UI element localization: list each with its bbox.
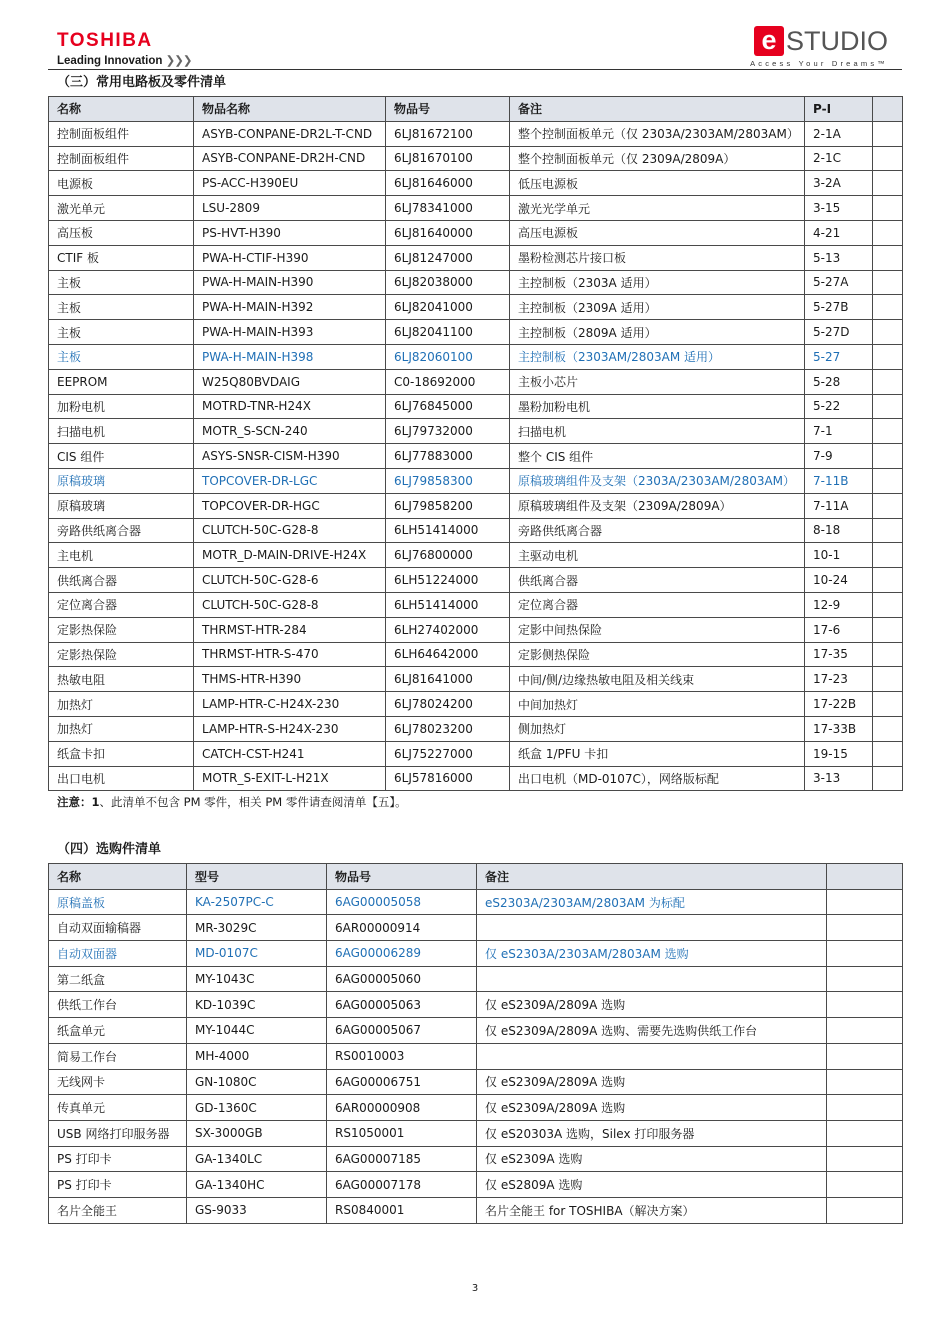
column-header: 备注 [510,97,805,122]
table-row [49,889,903,915]
table-cell: THMS-HTR-H390 [194,667,386,692]
table-cell: PWA-H-MAIN-H390 [194,270,386,295]
table-cell: 6LJ78341000 [386,196,510,221]
table-cell: 侧加热灯 [510,716,805,741]
table-cell: 6LJ82038000 [386,270,510,295]
table-cell: RS0840001 [327,1197,477,1223]
table-cell: GA-1340HC [187,1172,327,1198]
table-cell: THRMST-HTR-S-470 [194,642,386,667]
table-cell: 控制面板组件 [49,146,194,171]
table-cell: 旁路供纸离合器 [49,518,194,543]
table-cell: 17-33B [805,716,873,741]
table-cell [827,992,903,1018]
table-cell: 原稿玻璃组件及支架（2309A/2809A） [510,493,805,518]
table-cell: 6AR00000908 [327,1095,477,1121]
table-cell: TOPCOVER-DR-HGC [194,493,386,518]
table-cell: 19-15 [805,741,873,766]
table-cell: 3-15 [805,196,873,221]
table-cell: 供纸离合器 [49,568,194,593]
table-cell: MOTR_S-EXIT-L-H21X [194,766,386,791]
table-cell: GD-1360C [187,1095,327,1121]
table-row [49,1018,903,1044]
note-label: 注意：1 [57,795,100,809]
table-cell: 7-9 [805,444,873,469]
column-header [827,864,903,890]
table-cell: PWA-H-MAIN-H392 [194,295,386,320]
table-cell: 主板 [49,344,194,369]
table-cell: 供纸离合器 [510,568,805,593]
table-cell: MR-3029C [187,915,327,941]
table-cell: GA-1340LC [187,1146,327,1172]
table-cell: 自动双面器 [49,941,187,967]
table-cell: 4-21 [805,220,873,245]
table-cell: 5-27B [805,295,873,320]
parts-note [57,794,407,810]
table-cell: 6LJ79858200 [386,493,510,518]
table-cell: 热敏电阻 [49,667,194,692]
estudio-slogan: Access Your Dreams™ [750,59,888,68]
table-row [49,741,903,766]
table-cell: MOTR_S-SCN-240 [194,419,386,444]
table-cell: 6LJ81672100 [386,121,510,146]
table-cell: 7-11A [805,493,873,518]
table-cell: 6AG00005063 [327,992,477,1018]
table-cell: 主电机 [49,543,194,568]
table-cell: PWA-H-CTIF-H390 [194,245,386,270]
table-cell: PWA-H-MAIN-H393 [194,320,386,345]
table-cell: 低压电源板 [510,171,805,196]
options-table [48,863,903,1224]
table-cell: 仅 eS2303A/2303AM/2803AM 选购 [477,941,827,967]
table-cell: 仅 eS2309A/2809A 选购、需要先选购供纸工作台 [477,1018,827,1044]
table-cell: 旁路供纸离合器 [510,518,805,543]
table-cell [873,344,903,369]
table-row [49,915,903,941]
table-cell: W25Q80BVDAIG [194,369,386,394]
table-cell: 传真单元 [49,1095,187,1121]
table-row [49,493,903,518]
table-cell: 扫描电机 [510,419,805,444]
table-cell: 6AR00000914 [327,915,477,941]
table-cell: 原稿玻璃 [49,468,194,493]
table-cell: LAMP-HTR-C-H24X-230 [194,692,386,717]
table-cell: 6AG00005067 [327,1018,477,1044]
table-cell [827,1043,903,1069]
table-cell: 加粉电机 [49,394,194,419]
table-cell [873,220,903,245]
table-row [49,642,903,667]
table-cell [827,1069,903,1095]
table-cell: 中间/侧/边缘热敏电阻及相关线束 [510,667,805,692]
tagline-text: Leading Innovation [57,55,163,67]
table-cell: 3-13 [805,766,873,791]
table-cell: 名片全能王 [49,1197,187,1223]
table-cell: 6LJ81646000 [386,171,510,196]
table-row [49,543,903,568]
table-cell [873,369,903,394]
table-cell: 自动双面输稿器 [49,915,187,941]
table-cell: SX-3000GB [187,1120,327,1146]
table-cell: MY-1044C [187,1018,327,1044]
estudio-wordmark [750,24,888,58]
table-cell: 5-27 [805,344,873,369]
table-cell: 仅 eS2309A/2809A 选购 [477,1069,827,1095]
table-cell: CLUTCH-50C-G28-6 [194,568,386,593]
table-cell [873,568,903,593]
table-cell: 6LJ57816000 [386,766,510,791]
table-cell: 出口电机（MD-0107C），网络版标配 [510,766,805,791]
table-cell: KD-1039C [187,992,327,1018]
table-cell: 5-22 [805,394,873,419]
table-cell [873,245,903,270]
table-row [49,592,903,617]
table-cell: MOTRD-TNR-H24X [194,394,386,419]
table-cell: MY-1043C [187,966,327,992]
table-cell: ASYB-CONPANE-DR2L-T-CND [194,121,386,146]
table-row [49,295,903,320]
column-header: 型号 [187,864,327,890]
table-cell [873,667,903,692]
table-row [49,171,903,196]
table-cell: 6LJ81670100 [386,146,510,171]
table-cell: 主驱动电机 [510,543,805,568]
table-cell: PS-HVT-H390 [194,220,386,245]
parts-table-header [49,97,903,122]
table-cell: 6AG00005058 [327,889,477,915]
table-cell: 整个 CIS 组件 [510,444,805,469]
table-cell: MD-0107C [187,941,327,967]
table-cell: 主板小芯片 [510,369,805,394]
table-cell: LAMP-HTR-S-H24X-230 [194,716,386,741]
table-cell: 5-28 [805,369,873,394]
table-cell [873,716,903,741]
column-header: 物品号 [386,97,510,122]
table-row [49,1197,903,1223]
table-cell: 主控制板（2303AM/2803AM 适用） [510,344,805,369]
table-row [49,716,903,741]
table-cell: THRMST-HTR-284 [194,617,386,642]
table-row [49,270,903,295]
table-cell: 简易工作台 [49,1043,187,1069]
column-header: 备注 [477,864,827,890]
table-cell [873,295,903,320]
table-cell: 6LJ81640000 [386,220,510,245]
table-cell [827,889,903,915]
table-row [49,444,903,469]
column-header: P-I [805,97,873,122]
table-cell: C0-18692000 [386,369,510,394]
table-cell: 定位离合器 [510,592,805,617]
table-cell: 仅 eS2809A 选购 [477,1172,827,1198]
table-cell: 12-9 [805,592,873,617]
table-cell: 电源板 [49,171,194,196]
table-row [49,394,903,419]
column-header [873,97,903,122]
table-cell: 17-22B [805,692,873,717]
table-cell: 无线网卡 [49,1069,187,1095]
table-cell: 定影侧热保险 [510,642,805,667]
table-cell: PWA-H-MAIN-H398 [194,344,386,369]
table-cell: 6AG00006289 [327,941,477,967]
table-cell [873,493,903,518]
table-cell [477,966,827,992]
table-cell: 高压板 [49,220,194,245]
table-cell: 6LJ79732000 [386,419,510,444]
table-cell: 6LJ76800000 [386,543,510,568]
table-row [49,692,903,717]
column-header: 物品号 [327,864,477,890]
table-cell: 6LJ76845000 [386,394,510,419]
table-cell: 仅 eS2309A 选购 [477,1146,827,1172]
toshiba-logo [57,30,192,68]
table-cell [873,468,903,493]
table-cell: CLUTCH-50C-G28-8 [194,592,386,617]
section-3-title: （三）常用电路板及零件清单 [57,75,227,90]
table-cell: 第二纸盒 [49,966,187,992]
table-cell [873,196,903,221]
tagline-arrows-icon: ❯❯❯ [165,55,192,67]
table-cell [873,419,903,444]
brand-tagline [57,54,192,68]
table-cell: CTIF 板 [49,245,194,270]
table-row [49,966,903,992]
table-cell: MH-4000 [187,1043,327,1069]
table-cell: 名片全能王 for TOSHIBA（解决方案） [477,1197,827,1223]
table-cell: 纸盒单元 [49,1018,187,1044]
table-cell: 2-1A [805,121,873,146]
table-cell: 6LH51414000 [386,592,510,617]
table-cell: CLUTCH-50C-G28-8 [194,518,386,543]
table-cell: 定影热保险 [49,642,194,667]
table-cell [827,1120,903,1146]
table-cell: 7-11B [805,468,873,493]
table-row [49,1043,903,1069]
note-text: 、此清单不包含 PM 零件，相关 PM 零件请查阅清单【五】。 [99,795,407,809]
section-4-title: （四）选购件清单 [57,842,162,857]
table-cell [827,1018,903,1044]
table-cell [477,915,827,941]
table-cell [873,518,903,543]
table-cell: 6AG00007178 [327,1172,477,1198]
table-cell: LSU-2809 [194,196,386,221]
table-cell: PS 打印卡 [49,1172,187,1198]
table-cell: 6LJ79858300 [386,468,510,493]
table-cell: ASYS-SNSR-CISM-H390 [194,444,386,469]
table-cell [873,270,903,295]
table-row [49,568,903,593]
table-row [49,121,903,146]
table-cell: 定影中间热保险 [510,617,805,642]
table-cell: 中间加热灯 [510,692,805,717]
table-cell [873,741,903,766]
table-cell: PS 打印卡 [49,1146,187,1172]
table-cell: 6LJ82041100 [386,320,510,345]
table-cell: 10-24 [805,568,873,593]
table-cell: EEPROM [49,369,194,394]
table-cell: 主控制板（2309A 适用） [510,295,805,320]
table-cell: 5-27D [805,320,873,345]
table-cell: 整个控制面板单元（仅 2309A/2809A） [510,146,805,171]
table-cell: 仅 eS2309A/2809A 选购 [477,1095,827,1121]
table-row [49,220,903,245]
table-cell: CIS 组件 [49,444,194,469]
table-row [49,1095,903,1121]
table-cell: 6LJ78023200 [386,716,510,741]
table-cell: 激光光学单元 [510,196,805,221]
table-cell: 主板 [49,320,194,345]
column-header: 物品名称 [194,97,386,122]
table-cell [827,1146,903,1172]
table-row [49,518,903,543]
table-cell: 定位离合器 [49,592,194,617]
table-cell: 6LJ81641000 [386,667,510,692]
table-cell: 主板 [49,295,194,320]
table-row [49,1069,903,1095]
table-cell: 17-6 [805,617,873,642]
table-cell: 8-18 [805,518,873,543]
table-cell [873,642,903,667]
table-cell [873,394,903,419]
table-cell: 墨粉检测芯片接口板 [510,245,805,270]
table-cell: 6LH51414000 [386,518,510,543]
table-cell: USB 网络打印服务器 [49,1120,187,1146]
table-cell [873,320,903,345]
table-cell: RS1050001 [327,1120,477,1146]
estudio-e-icon: e [754,26,784,56]
table-cell: 17-35 [805,642,873,667]
table-cell: 6LJ82060100 [386,344,510,369]
table-row [49,617,903,642]
table-cell: 6LJ82041000 [386,295,510,320]
table-cell: PS-ACC-H390EU [194,171,386,196]
table-cell: 主板 [49,270,194,295]
options-table-header [49,864,903,890]
table-cell: 10-1 [805,543,873,568]
table-cell: 6AG00006751 [327,1069,477,1095]
table-cell: 6AG00007185 [327,1146,477,1172]
column-header: 名称 [49,864,187,890]
page-number: 3 [471,1283,479,1294]
table-row [49,196,903,221]
table-row [49,667,903,692]
table-cell [873,146,903,171]
table-cell: 仅 eS20303A 选购，Silex 打印服务器 [477,1120,827,1146]
table-cell: 6LJ75227000 [386,741,510,766]
table-cell [873,121,903,146]
table-cell: 纸盒 1/PFU 卡扣 [510,741,805,766]
table-cell: ASYB-CONPANE-DR2H-CND [194,146,386,171]
table-cell: 加热灯 [49,716,194,741]
table-cell: RS0010003 [327,1043,477,1069]
table-cell: 高压电源板 [510,220,805,245]
table-cell: 控制面板组件 [49,121,194,146]
table-cell: 3-2A [805,171,873,196]
table-row [49,766,903,791]
table-row [49,320,903,345]
table-cell: GS-9033 [187,1197,327,1223]
table-row [49,369,903,394]
table-cell: 6AG00005060 [327,966,477,992]
header-divider [48,69,902,70]
table-cell: 仅 eS2309A/2809A 选购 [477,992,827,1018]
table-row [49,941,903,967]
table-cell: TOPCOVER-DR-LGC [194,468,386,493]
table-cell [873,543,903,568]
table-cell [827,941,903,967]
table-cell: 原稿玻璃 [49,493,194,518]
table-cell [873,444,903,469]
table-cell [827,915,903,941]
table-cell: 7-1 [805,419,873,444]
table-cell [873,617,903,642]
table-row [49,1120,903,1146]
table-cell [827,1172,903,1198]
table-cell: MOTR_D-MAIN-DRIVE-H24X [194,543,386,568]
table-cell: KA-2507PC-C [187,889,327,915]
table-cell: 6LJ78024200 [386,692,510,717]
table-cell: 6LH51224000 [386,568,510,593]
table-cell: 激光单元 [49,196,194,221]
table-cell: 原稿盖板 [49,889,187,915]
table-row [49,146,903,171]
table-cell: GN-1080C [187,1069,327,1095]
table-cell: 2-1C [805,146,873,171]
estudio-name: STUDIO [785,26,888,56]
table-row [49,468,903,493]
table-cell: 原稿玻璃组件及支架（2303A/2303AM/2803AM） [510,468,805,493]
table-cell: 6LH27402000 [386,617,510,642]
table-cell [873,171,903,196]
table-row [49,1146,903,1172]
table-cell: 纸盒卡扣 [49,741,194,766]
table-cell: 17-23 [805,667,873,692]
table-row [49,419,903,444]
table-cell: 墨粉加粉电机 [510,394,805,419]
table-cell [827,1095,903,1121]
table-row [49,344,903,369]
table-row [49,1172,903,1198]
table-cell: 6LJ77883000 [386,444,510,469]
table-cell [827,1197,903,1223]
table-cell: 扫描电机 [49,419,194,444]
table-cell: 6LH64642000 [386,642,510,667]
table-cell: eS2303A/2303AM/2803AM 为标配 [477,889,827,915]
table-cell: 定影热保险 [49,617,194,642]
table-row [49,245,903,270]
brand-name: TOSHIBA [57,30,153,51]
table-cell [827,966,903,992]
table-cell [873,692,903,717]
table-cell [873,592,903,617]
estudio-logo [750,24,888,68]
table-cell: 主控制板（2303A 适用） [510,270,805,295]
table-cell: CATCH-CST-H241 [194,741,386,766]
table-cell [477,1043,827,1069]
table-cell: 5-27A [805,270,873,295]
parts-table [48,96,903,791]
table-cell: 整个控制面板单元（仅 2303A/2303AM/2803AM） [510,121,805,146]
table-cell [873,766,903,791]
column-header: 名称 [49,97,194,122]
table-cell: 出口电机 [49,766,194,791]
table-cell: 6LJ81247000 [386,245,510,270]
table-cell: 主控制板（2809A 适用） [510,320,805,345]
table-row [49,992,903,1018]
table-cell: 供纸工作台 [49,992,187,1018]
table-cell: 加热灯 [49,692,194,717]
table-cell: 5-13 [805,245,873,270]
